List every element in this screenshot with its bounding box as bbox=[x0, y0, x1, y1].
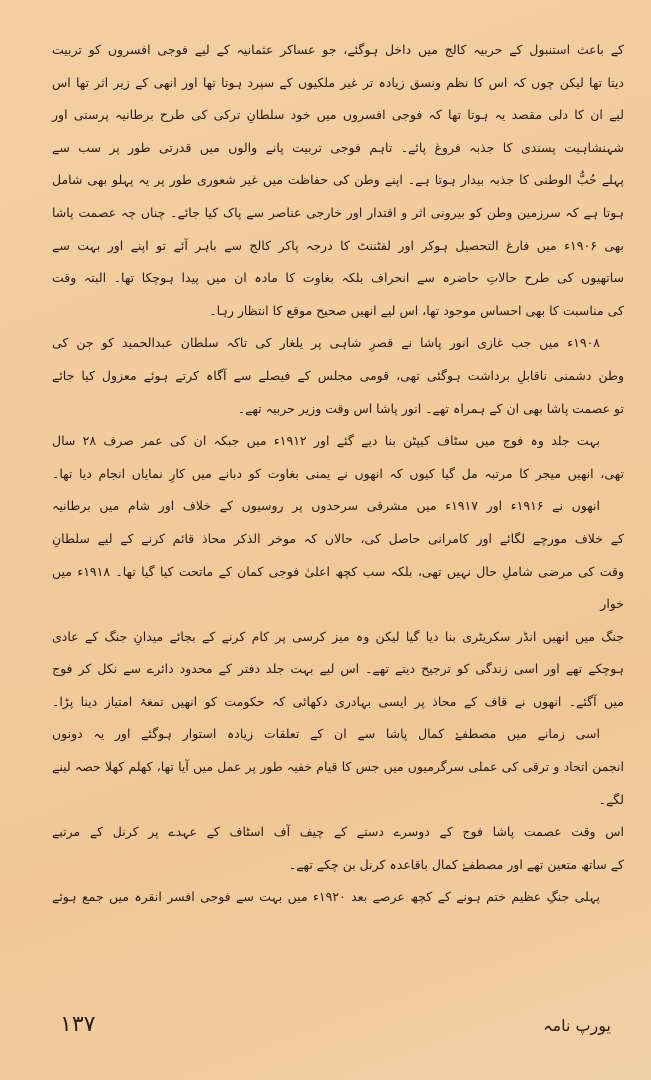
text-line: بھی ۱۹۰۶ء میں فارغ التحصیل ہوکر اور لفٹننٹ کا درجہ پاکر کالج سے باہر آئے تو اپنے اور بہت سے bbox=[52, 237, 624, 253]
text-line: ہوچکے تھے اور اسی زندگی کو ترجیح دیتے تھے۔ اس لیے بہت جلد دفتر کے محدود دائرے سے نکل کر فوج bbox=[52, 661, 624, 677]
text-line: میں آگئے۔ انھوں نے قاف کے محاذ پر ایسی بہادری دکھائی کہ حکومت کو انھیں تمغۂ امتیاز دینا پڑا۔ bbox=[52, 693, 624, 709]
paragraph-start-line: انھوں نے ۱۹۱۶ء اور ۱۹۱۷ء میں مشرقی سرحدوں پر روسیوں کے خلاف اور شام میں برطانیہ bbox=[52, 498, 600, 514]
text-line: وطن دشمنی ناقابلِ برداشت ہوگئی تھی، قومی مجلس کے فیصلے سے آگاہ کرتے ہوئے معزول کیا جائے bbox=[52, 367, 624, 383]
paragraph-start-line: بہت جلد وہ فوج میں سٹاف کیپٹن بنا دیے گئے اور ۱۹۱۲ء میں جبکہ ان کی عمر صرف ۲۸ سال bbox=[52, 433, 600, 449]
text-line: اس وقت عصمت پاشا فوج کے دوسرے دستے کے چیف آف اسٹاف کے عہدے پر کرنل کے مرتبے bbox=[52, 824, 624, 840]
text-line: کی مناسبت کا بھی احساس موجود تھا، اس لیے انھیں صحیح موقع کا انتظار رہا۔ bbox=[209, 302, 624, 318]
text-line: تو عصمت پاشا بھی ان کے ہمراہ تھے۔ انور پاشا اس وقت وزیر حربیہ تھے۔ bbox=[237, 400, 624, 416]
page-body-text bbox=[52, 34, 624, 914]
text-line: ساتھیوں کی طرح حالاتِ حاضرہ سے انحراف بلکہ بغاوت کا مادہ ان میں پیدا ہوچکا تھا۔ البتہ وقت bbox=[52, 270, 624, 286]
paragraph-start-line: پہلی جنگِ عظیم ختم ہونے کے کچھ عرصے بعد ۱۹۲۰ء میں بہت سے فوجی افسر انقرہ میں جمع ہوئے bbox=[52, 889, 600, 905]
text-line: کے ساتھ متعین تھے اور مصطفےٰ کمال باقاعدہ کرنل بن چکے تھے۔ bbox=[288, 856, 624, 872]
text-line: تھی، انھیں میجر کا مرتبہ مل گیا کیوں کہ انھوں نے یمنی بغاوت کو دبانے میں کارِ نمایاں انجام دیا تھا۔ bbox=[52, 465, 624, 481]
page-number: ۱۳۷ bbox=[60, 1012, 96, 1037]
running-footer-title: یورپ نامہ bbox=[543, 1016, 611, 1035]
text-line: پہلے حُبُّ الوطنی کا جذبہ بیدار ہوتا ہے۔ اپنے وطن کی حفاظت میں غیر شعوری طور پر یہ پہلو بھی شامل bbox=[52, 172, 624, 188]
text-line: دیتا تھا لیکن چوں کہ اس کا نظم ونسق زیادہ تر غیر ملکیوں کے سپرد ہوتا تھا اور انھی کے زیر اثر تھا اس bbox=[52, 74, 624, 90]
paragraph-start-line: ۱۹۰۸ء میں جب غازی انور پاشا نے قصرِ شاہی پر یلغار کی تاکہ سلطان عبدالحمید کو جن کی bbox=[52, 335, 600, 351]
text-line: جنگ میں انھیں انڈر سکریٹری بنا دیا گیا لیکن وہ میز کرسی پر کام کرنے کے بجائے میدانِ جنگ کے عادی bbox=[52, 628, 624, 644]
text-line: کے خلاف مورچے لگائے اور کامرانی حاصل کی، حالاں کہ موخر الذکر محاذ قائم کرنے کے لیے سلطانِ bbox=[52, 530, 624, 546]
text-line: لیے ان کا دلی مقصد یہ ہوتا تھا کہ فوجی افسروں میں خود سلطانِ ترکی کی طرح برطانیہ پرستی اور bbox=[52, 107, 624, 123]
text-line: کے باعث استنبول کے حربیہ کالج میں داخل ہوگئے، جو عساکر عثمانیہ کے لیے فوجی افسروں کو تربیت bbox=[52, 42, 624, 57]
paragraph-start-line: اسی زمانے میں مصطفےٰ کمال پاشا سے ان کے تعلقات زیادہ استوار ہوگئے اور یہ دونوں bbox=[52, 726, 600, 742]
text-line: انجمن اتحاد و ترقی کی عملی سرگرمیوں میں جس کا قیام خفیہ طور پر عمل میں آیا تھا، کھلم کھلا حصہ لینے لگے۔ bbox=[52, 759, 624, 807]
text-line: وقت کی مرضی شاملِ حال نہیں تھی، بلکہ سب کچھ اعلیٰ فوجی کمان کے ماتحت کیا گیا تھا۔ ۱۹۱۸ء میں خوار bbox=[52, 563, 624, 612]
text-line: شہنشاہیت پسندی کا جذبہ فروغ پائے۔ تاہم فوجی تربیت پانے والوں میں قدرتی طور پر سب سے bbox=[52, 139, 624, 155]
text-line: ہوتا ہے کہ سرزمین وطن کو بیرونی اثر و اقتدار اور خارجی عناصر سے پاک کیا جائے۔ چناں چہ عصمت پاشا bbox=[52, 204, 624, 220]
